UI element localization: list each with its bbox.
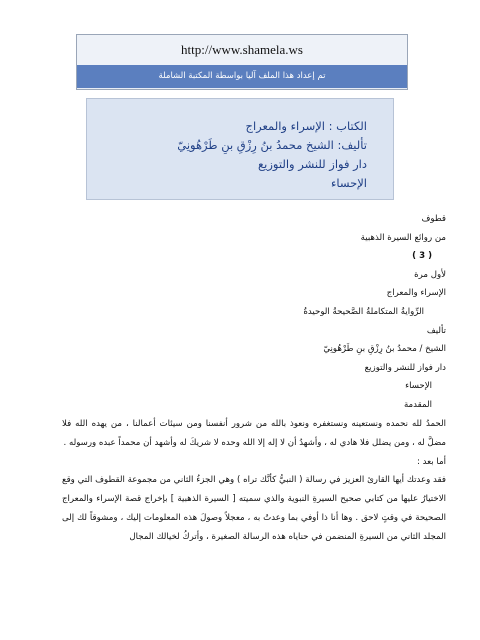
series-subtitle: من روائع السيرة الذهبية	[360, 232, 446, 243]
publisher-place: الإحساء	[405, 381, 432, 392]
book-place: الإحساء	[330, 176, 367, 190]
document-body	[62, 210, 446, 547]
work-description: الرِّوايةُ المتكاملةُ الصَّحيحةُ الوحيدةُ	[303, 306, 424, 317]
header-url[interactable]: http://www.shamela.ws	[77, 35, 407, 65]
first-time-label: لأول مرة	[414, 269, 446, 280]
book-publisher: دار فواز للنشر والتوزيع	[258, 157, 367, 171]
header-note: تم إعداد هذا الملف آليا بواسطة المكتبة الشاملة	[77, 65, 407, 88]
part-number: ( 3 )	[412, 251, 432, 262]
book-author: تأليف: الشيخ محمدُ بنُ رِزْقِ بنِ طَرْهُونِيّ	[177, 138, 367, 152]
introduction-paragraph: الحمدُ لله نحمده ونستعينه ونستغفره ونعوذ بالله من شرور أنفسنا ومن سيئات أعمالنا ، من يهده الله فلا مضلَّ له ، ومن يضلل فلا هادي له ، وأشهدُ أن لا إله إلا الله وحده لا شريكَ له وأشهد أن محمداً عبده ورسوله .	[62, 418, 446, 448]
series-name: قطوف	[421, 214, 446, 224]
body-paragraph: فقد وعدتك أيها القارئ العزيز في رسالة ( النبيُّ كأنَّك تراه ) وهي الجزءُ الثاني من مجموعة القطوف التي وقع الاختيارُ عليها من كتابي صحيح السيرةِ النبوية والذي سميته [ السيرة الذهبية ] بإخراج قصة الإسراء والمعراج الصحيحة في وقتٍ لاحق . وها أنا ذا أوفي بما وعدتُ به ، معجلاً وصولَ هذه المعلومات إليك ، ومشوقاً لك إلى المجلد الثاني من السيرةِ المنضمن في حناياه هذه الرسالة الصغيرة ، وأتركُ لخيالك المجال	[62, 475, 446, 543]
page-header	[76, 34, 408, 90]
author-name: الشيخ / محمدُ بنُ رِزْقِ بنِ طَرْهُونِيّ	[323, 344, 446, 355]
book-info-box	[86, 98, 394, 200]
ama-bad-label: أما بعد :	[416, 456, 446, 467]
work-title: الإسراء والمعراج	[386, 288, 446, 299]
authorship-label: تأليف	[426, 325, 446, 336]
introduction-heading: المقدمة	[403, 399, 432, 410]
book-title: الكتاب : الإسراء والمعراج	[245, 119, 367, 133]
publisher-name: دار فواز للنشر والتوزيع	[364, 362, 446, 373]
